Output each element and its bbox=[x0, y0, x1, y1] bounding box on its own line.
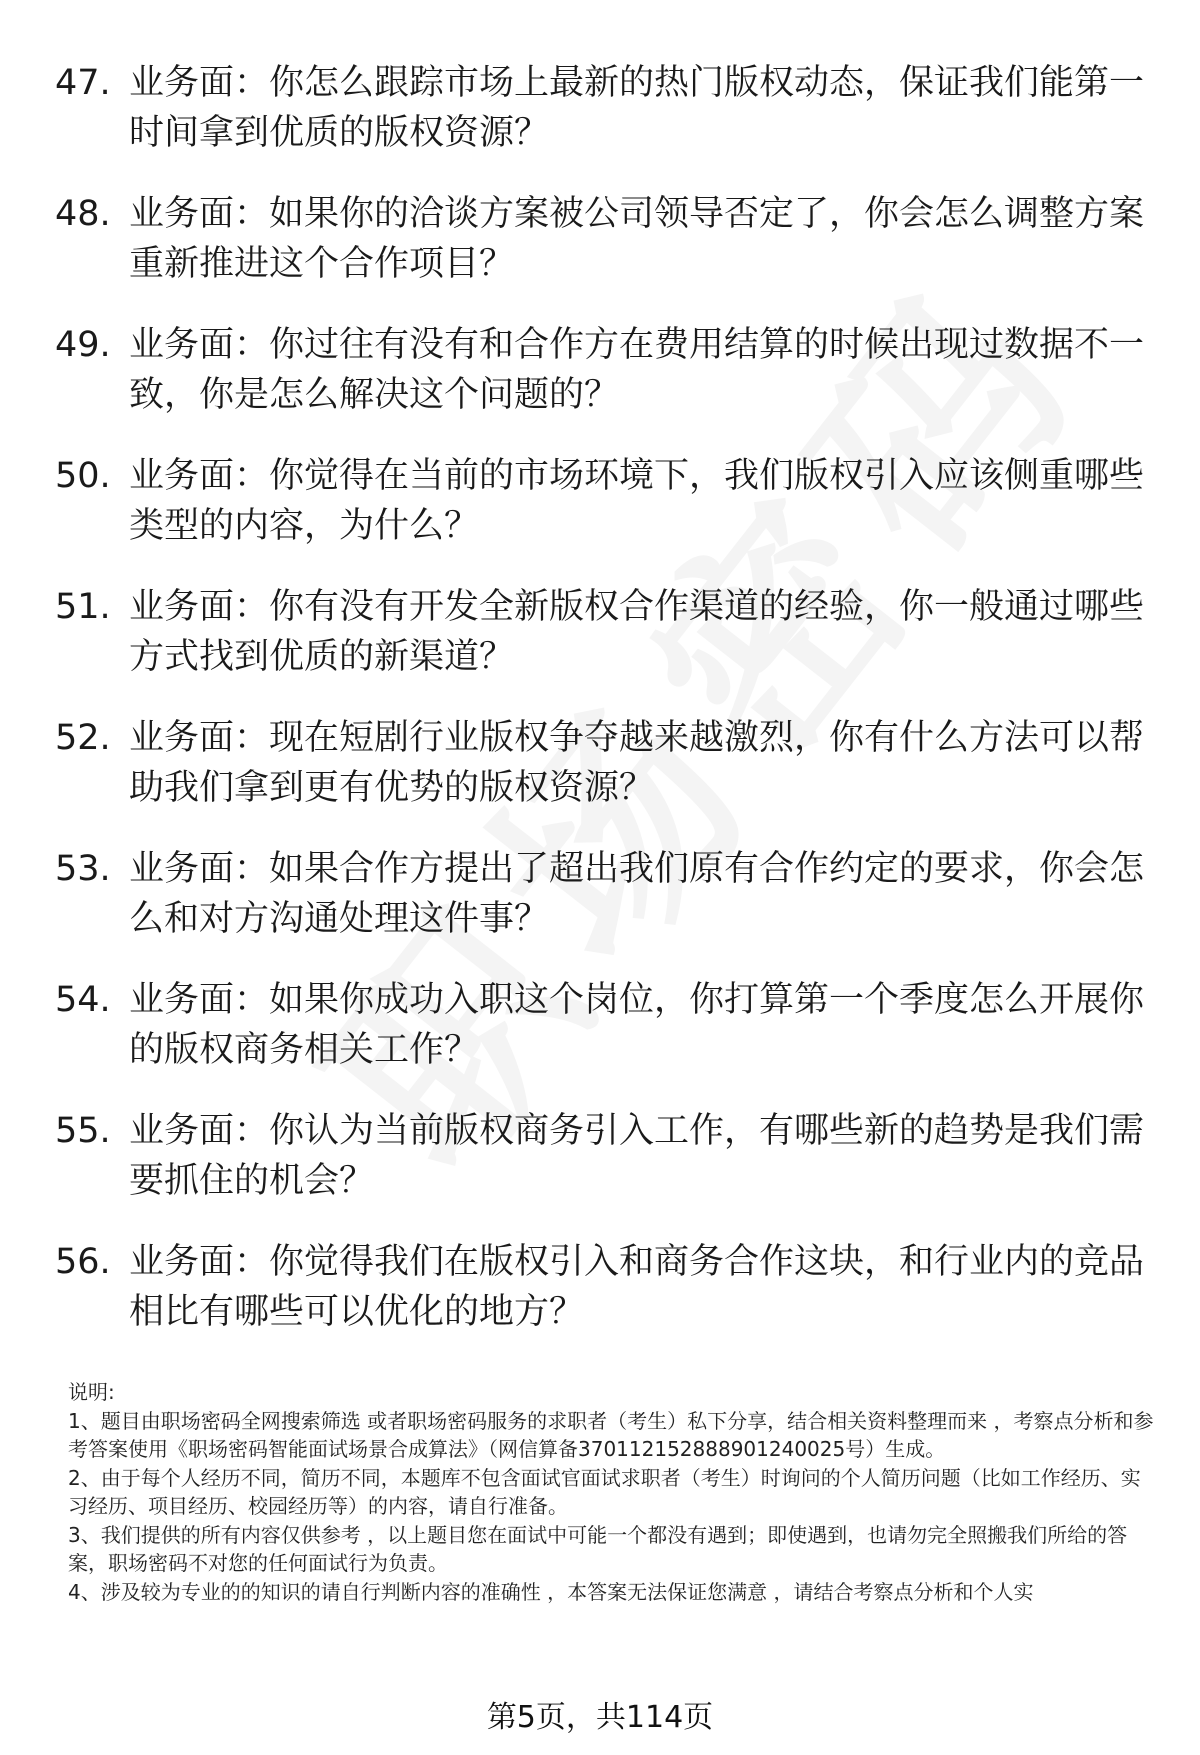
question-number: 56. bbox=[55, 1242, 111, 1282]
note-item: 2、由于每个人经历不同，简历不同，本题库不包含面试官面试求职者（考生）时询问的个人简历问题（比如工作经历、实习经历、项目经历、校园经历等）的内容，请自行准备。 bbox=[68, 1465, 1141, 1518]
question-text: 业务面：如果你成功入职这个岗位，你打算第一个季度怎么开展你的版权商务相关工作？ bbox=[129, 980, 1145, 1070]
question-number: 51. bbox=[55, 587, 111, 627]
question-number: 52. bbox=[55, 718, 111, 758]
question-text: 业务面：你觉得在当前的市场环境下，我们版权引入应该侧重哪些类型的内容，为什么？ bbox=[129, 456, 1145, 546]
note-item: 1、题目由职场密码全网搜索筛选 或者职场密码服务的求职者（考生）私下分享，结合相关资料整理而来 ，考察点分析和参考答案使用《职场密码智能面试场景合成算法》（网信算备370112152888901240025号）生成。 bbox=[68, 1408, 1154, 1461]
question-text: 业务面：现在短剧行业版权争夺越来越激烈，你有什么方法可以帮助我们拿到更有优势的版权资源？ bbox=[129, 718, 1145, 808]
question-text: 业务面：你怎么跟踪市场上最新的热门版权动态，保证我们能第一时间拿到优质的版权资源？ bbox=[129, 63, 1145, 153]
notes-heading: 说明: bbox=[68, 1380, 115, 1404]
question-text: 业务面：你有没有开发全新版权合作渠道的经验，你一般通过哪些方式找到优质的新渠道？ bbox=[129, 587, 1145, 677]
question-text: 业务面：你过往有没有和合作方在费用结算的时候出现过数据不一致，你是怎么解决这个问题的？ bbox=[129, 325, 1145, 415]
page-number: 第5页，共114页 bbox=[486, 1700, 714, 1735]
question-text: 业务面：你认为当前版权商务引入工作，有哪些新的趋势是我们需要抓住的机会？ bbox=[129, 1111, 1145, 1201]
question-text: 业务面：如果你的洽谈方案被公司领导否定了，你会怎么调整方案重新推进这个合作项目？ bbox=[129, 194, 1145, 284]
question-item-52 bbox=[55, 713, 1155, 844]
question-number: 54. bbox=[55, 980, 111, 1020]
question-text: 业务面：你觉得我们在版权引入和商务合作这块，和行业内的竞品相比有哪些可以优化的地方？ bbox=[129, 1242, 1145, 1332]
question-text: 业务面：如果合作方提出了超出我们原有合作约定的要求，你会怎么和对方沟通处理这件事？ bbox=[129, 849, 1145, 939]
question-item-50 bbox=[55, 451, 1155, 582]
question-item-55 bbox=[55, 1106, 1155, 1237]
notes-section bbox=[68, 1378, 1158, 1606]
question-number: 49. bbox=[55, 325, 111, 365]
question-item-51 bbox=[55, 582, 1155, 713]
question-number: 50. bbox=[55, 456, 111, 496]
question-number: 48. bbox=[55, 194, 111, 234]
question-item-49 bbox=[55, 320, 1155, 451]
question-list bbox=[55, 58, 1155, 1368]
question-number: 47. bbox=[55, 63, 111, 103]
question-item-48 bbox=[55, 189, 1155, 320]
question-item-54 bbox=[55, 975, 1155, 1106]
question-number: 53. bbox=[55, 849, 111, 889]
question-item-53 bbox=[55, 844, 1155, 975]
note-item: 3、我们提供的所有内容仅供参考 ，以上题目您在面试中可能一个都没有遇到；即使遇到，也请勿完全照搬我们所给的答案，职场密码不对您的任何面试行为负责。 bbox=[68, 1522, 1128, 1575]
question-item-47 bbox=[55, 58, 1155, 189]
question-number: 55. bbox=[55, 1111, 111, 1151]
note-item: 4、涉及较为专业的的知识的请自行判断内容的准确性 ，本答案无法保证您满意 ，请结合考察点分析和个人实 bbox=[68, 1579, 1034, 1604]
question-item-56 bbox=[55, 1237, 1155, 1368]
